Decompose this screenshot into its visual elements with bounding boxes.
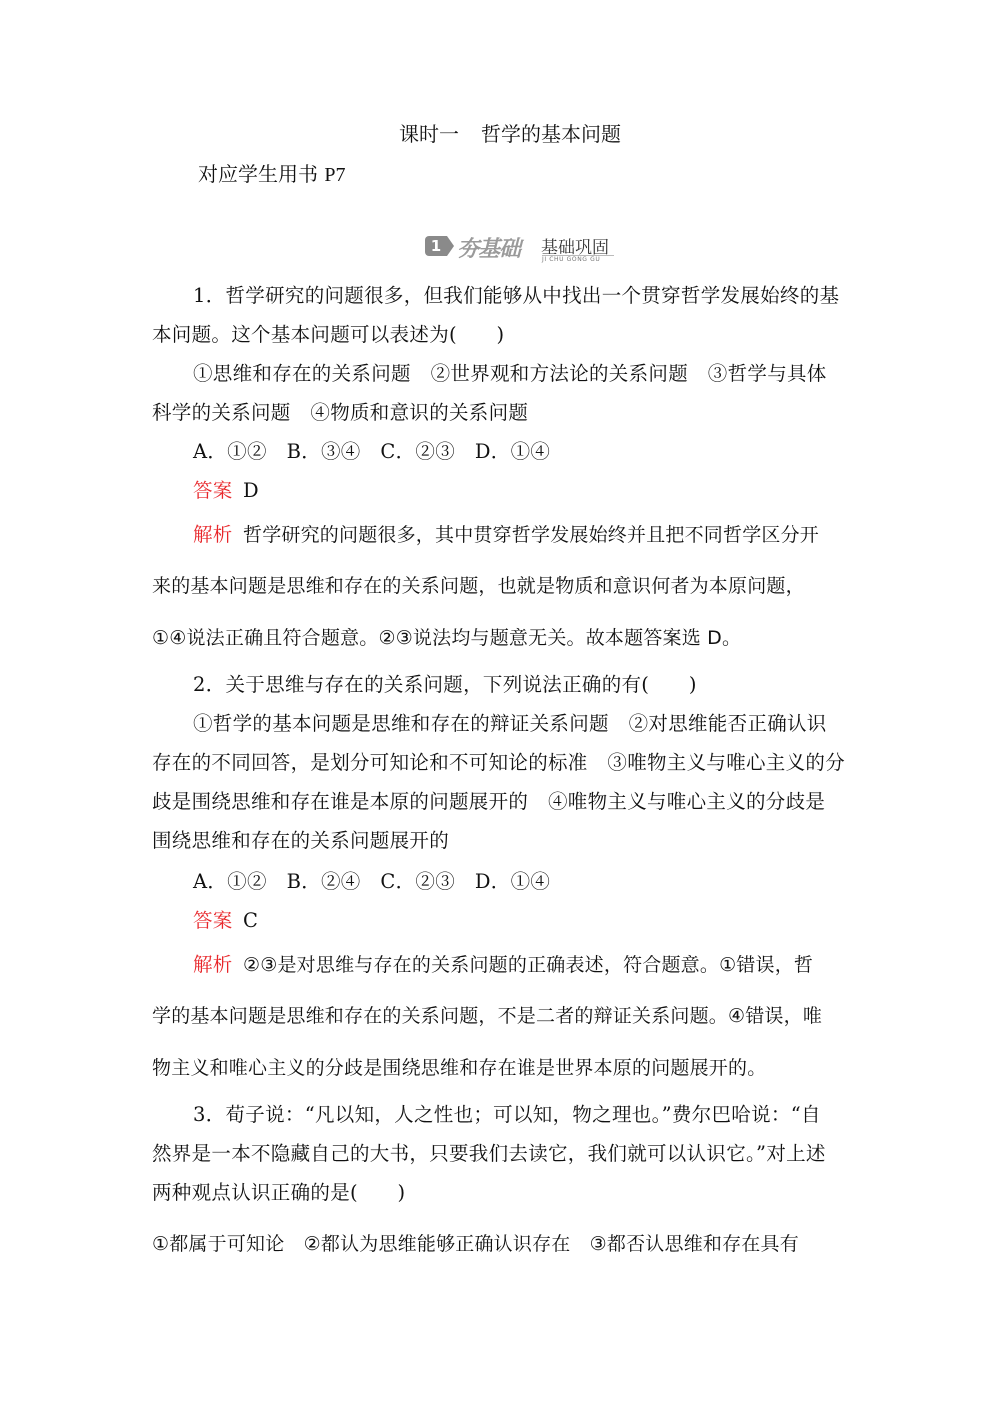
analysis-row	[193, 949, 813, 977]
statement-line: ①哲学的基本问题是思维和存在的辩证关系问题 ②对思维能否正确认识	[193, 712, 827, 735]
answer-label: 答案	[193, 479, 233, 502]
analysis-text: 物主义和唯心主义的分歧是围绕思维和存在谁是世界本原的问题展开的。	[152, 1057, 767, 1079]
section-number-badge: 1	[425, 236, 447, 256]
analysis-label: 解析	[193, 523, 233, 546]
answer-options: A．①② B．③④ C．②③ D．①④	[193, 440, 551, 463]
analysis-text: 来的基本问题是思维和存在的关系问题，也就是物质和意识何者为本原问题，	[152, 575, 805, 597]
reference-prefix: 对应学生用书	[198, 162, 325, 186]
answer-row	[193, 475, 259, 503]
analysis-label: 解析	[193, 953, 233, 976]
statement-line: 歧是围绕思维和存在谁是本原的问题展开的 ④唯物主义与唯心主义的分歧是	[152, 790, 826, 813]
statement-line: ①都属于可知论 ②都认为思维能够正确认识存在 ③都否认思维和存在具有	[152, 1233, 799, 1255]
question-text: 2．关于思维与存在的关系问题，下列说法正确的有( )	[193, 673, 697, 696]
arrow-icon	[447, 236, 454, 256]
question-text: 1．哲学研究的问题很多，但我们能够从中找出一个贯穿哲学发展始终的基	[193, 284, 840, 307]
answer-options: A．①② B．②④ C．②③ D．①④	[193, 870, 551, 893]
section-label: 基础巩固	[541, 238, 609, 258]
analysis-text: ①④说法正确且符合题意。②③说法均与题意无关。故本题答案选 D。	[152, 627, 742, 649]
section-banner	[423, 232, 623, 266]
book-reference	[198, 158, 345, 187]
section-pinyin: JI CHU GONG GU	[542, 255, 614, 263]
lesson-number: 课时一	[399, 122, 459, 146]
statement-line: 围绕思维和存在的关系问题展开的	[152, 829, 450, 852]
lesson-topic: 哲学的基本问题	[481, 122, 621, 146]
question-text: 两种观点认识正确的是( )	[152, 1181, 406, 1204]
question-text: 本问题。这个基本问题可以表述为( )	[152, 323, 505, 346]
analysis-text: ②③是对思维与存在的关系问题的正确表述，符合题意。①错误，哲	[243, 954, 814, 976]
answer-row	[193, 905, 258, 933]
question-text: 3．荀子说：“凡以知，人之性也；可以知，物之理也。”费尔巴哈说：“自	[193, 1103, 821, 1126]
analysis-row	[193, 519, 819, 547]
answer-label: 答案	[193, 909, 233, 932]
section-brand: 夯基础	[457, 237, 521, 262]
answer-value: D	[243, 479, 259, 502]
statement-line: 科学的关系问题 ④物质和意识的关系问题	[152, 401, 529, 424]
question-text: 然界是一本不隐藏自己的大书，只要我们去读它，我们就可以认识它。”对上述	[152, 1142, 826, 1165]
lesson-title	[0, 118, 1000, 147]
statement-line: ①思维和存在的关系问题 ②世界观和方法论的关系问题 ③哲学与具体	[193, 362, 827, 385]
reference-page: P7	[324, 164, 346, 186]
analysis-text: 哲学研究的问题很多，其中贯穿哲学发展始终并且把不同哲学区分开	[243, 524, 820, 546]
answer-value: C	[243, 909, 259, 932]
statement-line: 存在的不同回答，是划分可知论和不可知论的标准 ③唯物主义与唯心主义的分	[152, 751, 846, 774]
analysis-text: 学的基本问题是思维和存在的关系问题，不是二者的辩证关系问题。④错误，唯	[152, 1005, 823, 1027]
